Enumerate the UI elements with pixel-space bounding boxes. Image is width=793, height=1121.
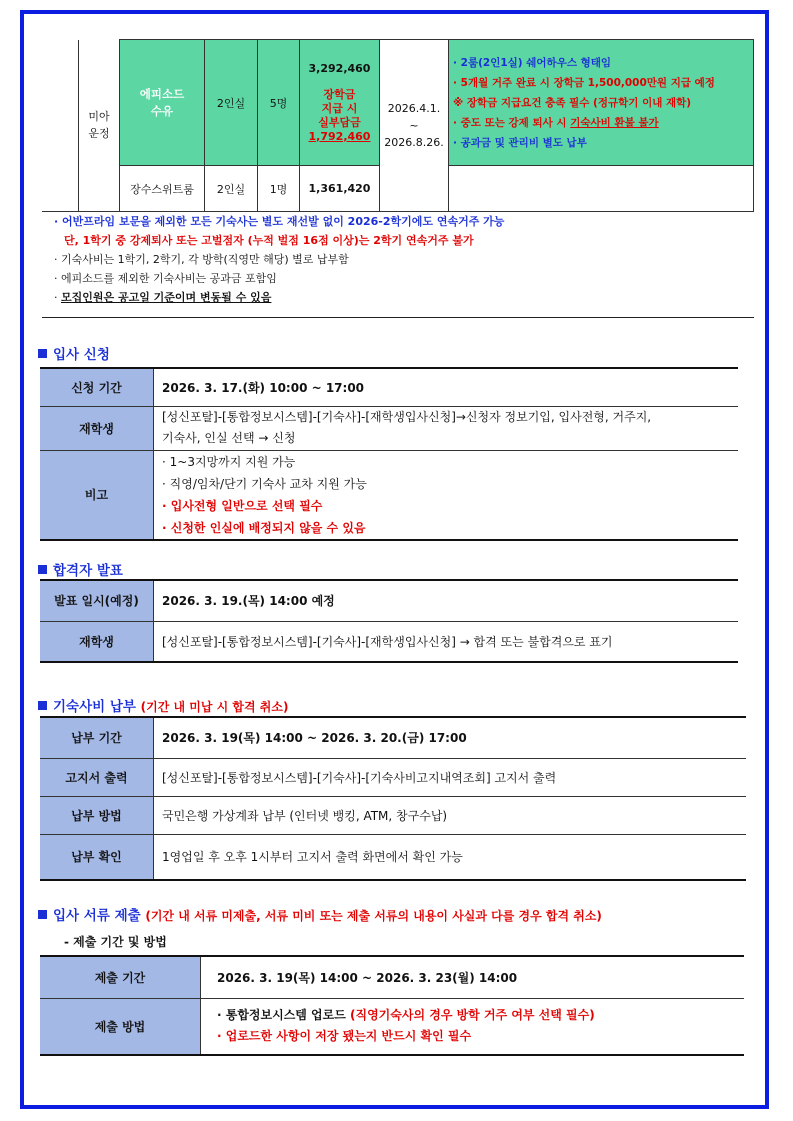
square-bullet-icon (38, 910, 47, 919)
apply-remark-value (154, 450, 739, 540)
documents-table (40, 955, 744, 1056)
section2-title: 합격자 발표 (53, 563, 123, 579)
apply-period-label: 신청 기간 (40, 368, 154, 406)
remark-5: · 공과금 및 관리비 별도 납부 (453, 136, 587, 149)
period-sep: ~ (409, 119, 419, 132)
remark-3: ※ 장학금 지급요건 충족 필수 (정규학기 이내 재학) (453, 96, 692, 109)
note-4: · 에피소드를 제외한 기숙사비는 공과금 포함임 (54, 272, 277, 285)
section-title-payment (38, 695, 288, 715)
period-start: 2026.4.1. (387, 102, 441, 115)
remarks-cell (449, 40, 754, 166)
price: 3,292,460 (308, 61, 371, 75)
note-5b: 모집인원은 공고일 기준이며 변동될 수 있음 (61, 291, 272, 304)
result-student-label: 재학생 (40, 621, 154, 662)
empty-cell (42, 40, 79, 212)
payment-method-value: 국민은행 가상계좌 납부 (인터넷 뱅킹, ATM, 창구수납) (154, 796, 747, 834)
remark-4a: · 중도 또는 강제 퇴사 시 (453, 116, 571, 129)
remark-2: · 5개월 거주 완료 시 장학금 1,500,000만원 지급 예정 (453, 76, 715, 89)
apply-student-line2: 기숙사, 인실 선택 → 신청 (162, 431, 296, 445)
price-note4: 1,792,460 (308, 129, 371, 143)
submit-method-1a: · 통합정보시스템 업로드 (217, 1008, 351, 1023)
apply-remark-1: · 1~3지망까지 지원 가능 (162, 454, 296, 469)
result-student-value: [성신포탈]-[통합정보시스템]-[기숙사]-[재학생입사신청] → 합격 또는 불합격으로 표기 (154, 621, 739, 662)
apply-remark-4: · 신청한 인실에 배정되지 않을 수 있음 (162, 520, 366, 535)
apply-remark-3: · 입사전형 일반으로 선택 필수 (162, 498, 323, 513)
remark-4 (453, 113, 753, 133)
remark-4b: 기숙사비 환불 불가 (570, 116, 659, 129)
notes-divider (42, 317, 754, 318)
room-name-jangsu: 장수스위트룸 (120, 166, 205, 212)
section4-title: 입사 서류 제출 (53, 908, 141, 924)
period-end: 2026.8.26. (384, 136, 444, 149)
dormitory-table (42, 39, 754, 212)
room-count-2: 1명 (258, 166, 300, 212)
invoice-print-value: [성신포탈]-[통합정보시스템]-[기숙사]-[기숙사비고지내역조회] 고지서 출력 (154, 758, 747, 796)
group-label: 미아 운정 (79, 40, 120, 212)
room-count: 5명 (258, 40, 300, 166)
remark-1: · 2룸(2인1실) 쉐어하우스 형태임 (453, 56, 612, 69)
note-3: · 기숙사비는 1학기, 2학기, 각 방학(직영만 해당) 별로 납부함 (54, 253, 349, 266)
apply-remark-label: 비고 (40, 450, 154, 540)
section3-title: 기숙사비 납부 (53, 699, 136, 715)
result-date-value: 2026. 3. 19.(목) 14:00 예정 (154, 580, 739, 621)
period-cell (380, 40, 449, 212)
section3-note: (기간 내 미납 시 합격 취소) (140, 700, 289, 714)
apply-student-value (154, 406, 739, 450)
note-2: 단, 1학기 중 강제퇴사 또는 고벌점자 (누적 벌점 16점 이상)는 2학기 연속거주 불가 (64, 234, 474, 247)
payment-method-label: 납부 방법 (40, 796, 154, 834)
square-bullet-icon (38, 349, 47, 358)
section4-note: (기간 내 서류 미제출, 서류 미비 또는 제출 서류의 내용이 사실과 다를 경우 합격 취소) (145, 909, 602, 923)
payment-table (40, 716, 746, 881)
note-1: · 어반프라임 보문을 제외한 모든 기숙사는 별도 재선발 없이 2026-2학기에도 연속거주 가능 (54, 215, 505, 228)
empty-remarks (449, 166, 754, 212)
apply-student-line1: [성신포탈]-[통합정보시스템]-[기숙사]-[재학생입사신청]→신청자 정보기입, 입사전형, 거주지, (162, 410, 652, 424)
note-5 (42, 288, 754, 307)
square-bullet-icon (38, 565, 47, 574)
price-note1: 장학금 (323, 87, 356, 101)
apply-remark-2: · 직영/임차/단기 기숙사 교차 지원 가능 (162, 476, 367, 491)
apply-table (40, 367, 738, 541)
notes-block (42, 212, 754, 307)
section-title-result (38, 559, 123, 579)
submit-method-label: 제출 방법 (40, 998, 201, 1055)
square-bullet-icon (38, 701, 47, 710)
apply-student-label: 재학생 (40, 406, 154, 450)
submit-period-label: 제출 기간 (40, 956, 201, 998)
submit-method-1 (217, 1005, 744, 1026)
payment-check-value: 1영업일 후 오후 1시부터 고지서 출력 화면에서 확인 가능 (154, 834, 747, 880)
result-table (40, 579, 738, 663)
invoice-print-label: 고지서 출력 (40, 758, 154, 796)
price-note3: 실부담금 (318, 115, 361, 129)
documents-subtitle: - 제출 기간 및 방법 (64, 935, 167, 949)
room-type: 2인실 (205, 40, 258, 166)
room-name-episode: 에피소드 수유 (120, 40, 205, 166)
section1-title: 입사 신청 (53, 347, 110, 363)
submit-period-value: 2026. 3. 19(목) 14:00 ~ 2026. 3. 23(월) 14:00 (201, 956, 745, 998)
result-date-label: 발표 일시(예정) (40, 580, 154, 621)
section-title-documents (38, 904, 602, 924)
payment-period-value: 2026. 3. 19(목) 14:00 ~ 2026. 3. 20.(금) 17:00 (154, 717, 747, 758)
submit-method-2: · 업로드한 사항이 저장 됐는지 반드시 확인 필수 (217, 1029, 472, 1044)
room-type-2: 2인실 (205, 166, 258, 212)
payment-check-label: 납부 확인 (40, 834, 154, 880)
price-2: 1,361,420 (300, 166, 380, 212)
note-5a: · (54, 291, 61, 304)
apply-period-value: 2026. 3. 17.(화) 10:00 ~ 17:00 (154, 368, 739, 406)
submit-method-value (201, 998, 745, 1055)
price-note2: 지급 시 (321, 101, 358, 115)
price-cell (300, 40, 380, 166)
section-title-apply (38, 343, 110, 363)
payment-period-label: 납부 기간 (40, 717, 154, 758)
submit-method-1b: (직영기숙사의 경우 방학 거주 여부 선택 필수) (350, 1008, 595, 1023)
